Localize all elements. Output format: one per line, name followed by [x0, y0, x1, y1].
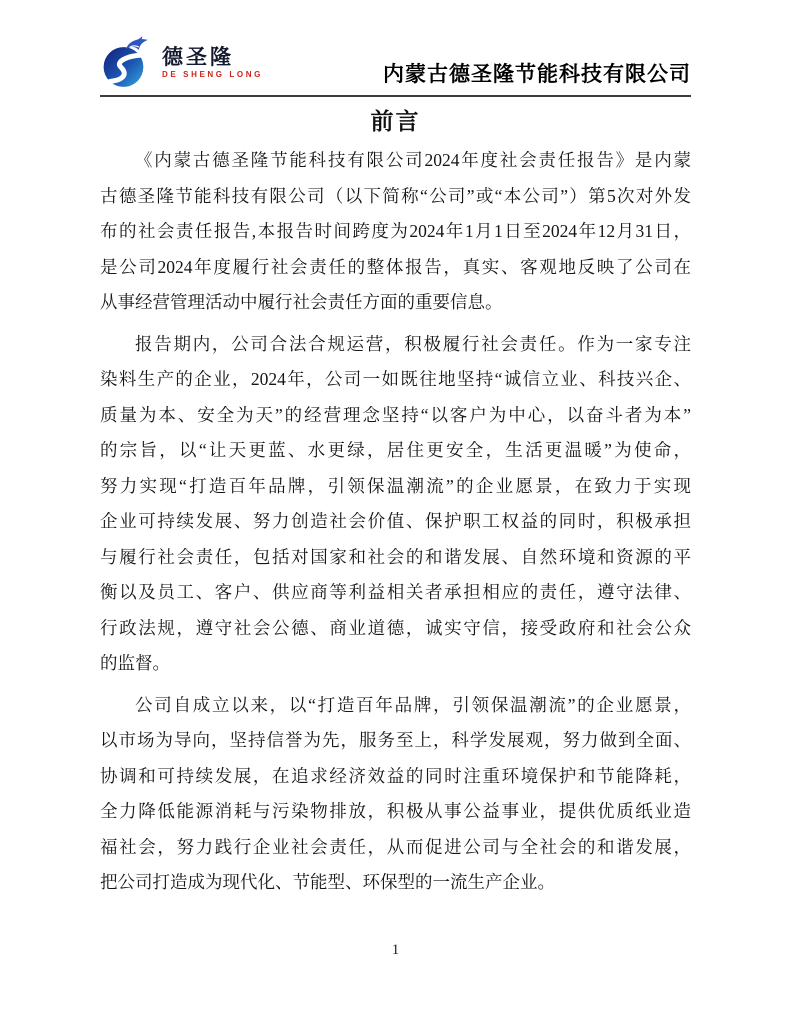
page-header — [100, 0, 691, 97]
text-line: 质量为本、安全为天”的经营理念坚持“以客户为中心，以奋斗者为本” — [100, 404, 691, 425]
company-logo — [100, 36, 263, 89]
text-line: 是公司2024年度履行社会责任的整体报告，真实、客观地反映了公司在 — [100, 256, 691, 277]
text-line: 企业可持续发展、努力创造社会价值、保护职工权益的同时，积极承担 — [100, 511, 691, 531]
text-line: 公司自成立以来，以“打造百年品牌，引领保温潮流”的企业愿景， — [135, 694, 691, 715]
text-line: 福社会，努力践行企业社会责任，从而促进公司与全社会的和谐发展， — [100, 836, 691, 857]
header-company-name: 内蒙古德圣隆节能科技有限公司 — [383, 62, 691, 86]
paragraph — [100, 688, 691, 901]
document-body — [100, 143, 691, 901]
page-footer — [0, 941, 791, 959]
paragraph — [100, 327, 691, 682]
text-line: 《内蒙古德圣隆节能科技有限公司2024年度社会责任报告》是内蒙 — [135, 150, 691, 170]
text-line: 努力实现“打造百年品牌，引领保温潮流”的企业愿景，在致力于实现 — [100, 475, 691, 496]
logo-text-block — [162, 47, 263, 79]
text-line: 古德圣隆节能科技有限公司（以下简称“公司”或“本公司”）第5次对外发 — [100, 185, 691, 206]
text-line: 的监督。 — [100, 653, 170, 673]
text-line: 布的社会责任报告,本报告时间跨度为2024年1月1日至2024年12月31日， — [100, 221, 691, 241]
paragraph — [100, 143, 691, 321]
text-line: 以市场为导向，坚持信誉为先，服务至上，科学发展观，努力做到全面、 — [100, 730, 691, 750]
text-line: 衡以及员工、客户、供应商等利益相关者承担相应的责任，遵守法律、 — [100, 582, 691, 602]
logo-en-text: DE SHENG LONG — [162, 69, 263, 79]
text-line: 协调和可持续发展，在追求经济效益的同时注重环境保护和节能降耗， — [100, 765, 691, 786]
logo-cn-text: 德圣隆 — [162, 45, 234, 69]
text-line: 把公司打造成为现代化、节能型、环保型的一流生产企业。 — [100, 872, 555, 892]
page-number: 1 — [391, 942, 400, 958]
text-line: 的宗旨，以“让天更蓝、水更绿，居住更安全，生活更温暖”为使命， — [100, 440, 691, 460]
text-line: 全力降低能源消耗与污染物排放，积极从事公益事业，提供优质纸业造 — [100, 801, 691, 821]
text-line: 报告期内，公司合法合规运营，积极履行社会责任。作为一家专注 — [135, 333, 691, 354]
text-line: 从事经营管理活动中履行社会责任方面的重要信息。 — [100, 292, 503, 312]
text-line: 与履行社会责任，包括对国家和社会的和谐发展、自然环境和资源的平 — [100, 546, 691, 567]
text-line: 行政法规，遵守社会公德、商业道德，诚实守信，接受政府和社会公众 — [100, 617, 691, 638]
dragon-globe-icon — [100, 36, 156, 89]
text-line: 染料生产的企业，2024年，公司一如既往地坚持“诚信立业、科技兴企、 — [100, 369, 691, 389]
page-title: 前言 — [370, 109, 421, 134]
